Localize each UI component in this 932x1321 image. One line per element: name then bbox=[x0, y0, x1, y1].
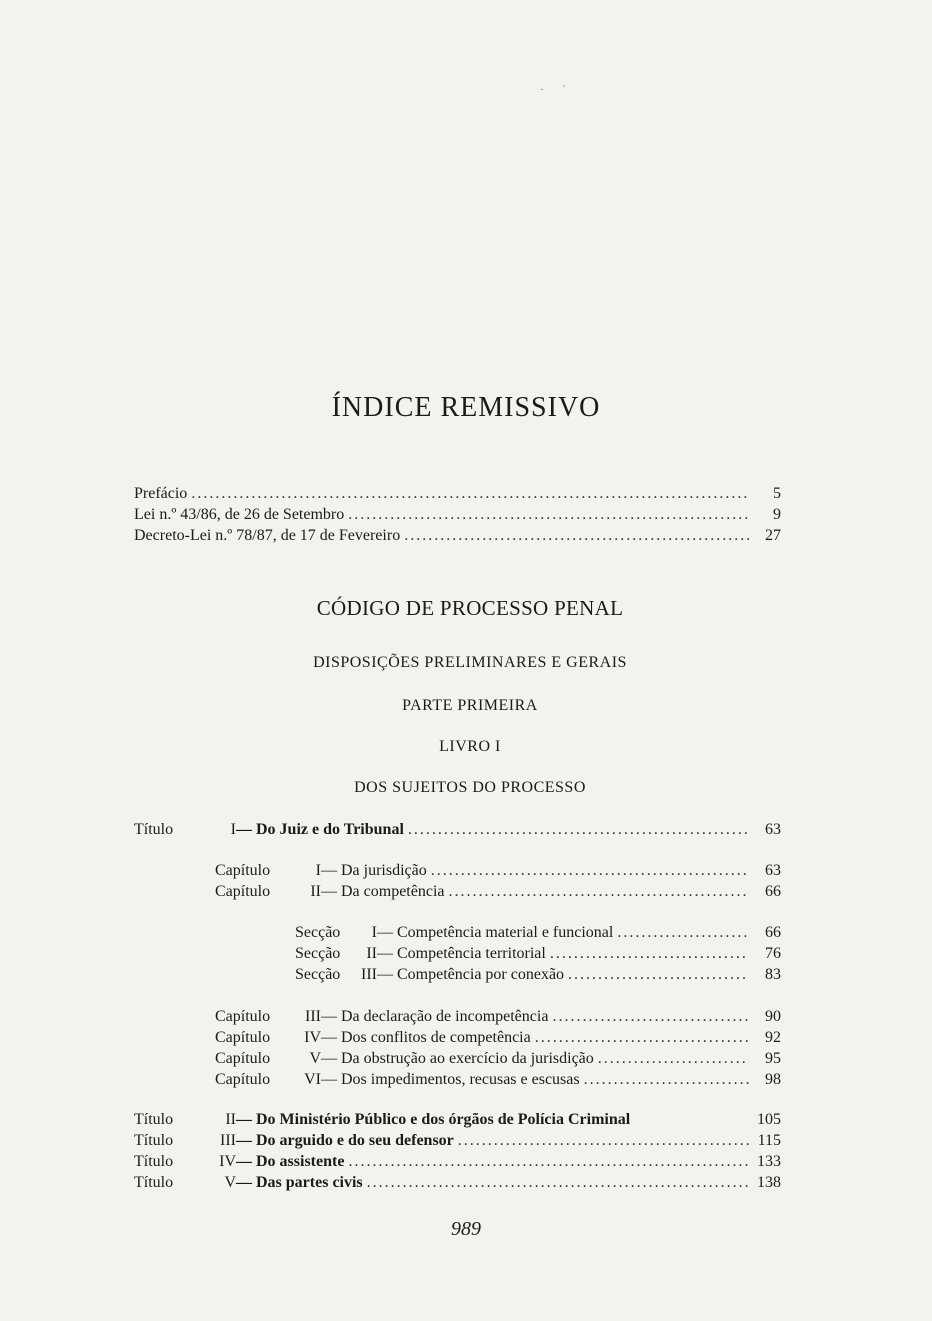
index-entry-seccao bbox=[295, 944, 781, 964]
entry-kind: Título bbox=[134, 1174, 174, 1191]
index-entry-titulo bbox=[134, 1110, 781, 1130]
book-title: DOS SUJEITOS DO PROCESSO bbox=[354, 779, 586, 796]
leader-dots bbox=[598, 1049, 749, 1069]
entry-text: — Das partes civis bbox=[236, 1174, 363, 1191]
index-entry-capitulo bbox=[215, 861, 781, 881]
index-entry-capitulo bbox=[215, 882, 781, 902]
page-number: 989 bbox=[451, 1218, 481, 1240]
leader-dots bbox=[617, 923, 749, 943]
entry-kind: Capítulo bbox=[215, 862, 271, 879]
index-entry-capitulo bbox=[215, 1028, 781, 1048]
entry-text: — Da jurisdição bbox=[321, 862, 427, 879]
entry-number: VI bbox=[304, 1071, 321, 1088]
entry-kind: Título bbox=[134, 1111, 174, 1128]
entry-number: III bbox=[361, 966, 377, 983]
leader-dots bbox=[348, 505, 749, 525]
entry-page: 95 bbox=[765, 1050, 781, 1067]
entry-page: 63 bbox=[765, 821, 781, 838]
entry-page: 115 bbox=[757, 1132, 781, 1149]
entry-number: I bbox=[230, 821, 236, 838]
leader-dots bbox=[367, 1173, 749, 1193]
index-entry-prefacio bbox=[134, 484, 781, 504]
entry-text: Lei n.º 43/86, de 26 de Setembro bbox=[134, 506, 345, 523]
leader-dots bbox=[535, 1028, 749, 1048]
entry-text: — Do assistente bbox=[236, 1153, 345, 1170]
entry-text: — Competência territorial bbox=[377, 945, 546, 962]
page-title: ÍNDICE REMISSIVO bbox=[331, 392, 601, 423]
entry-page: 90 bbox=[765, 1008, 781, 1025]
entry-text: Prefácio bbox=[134, 485, 188, 502]
entry-text: — Dos impedimentos, recusas e escusas bbox=[321, 1071, 580, 1088]
entry-number: IV bbox=[219, 1153, 236, 1170]
entry-number: I bbox=[371, 924, 377, 941]
entry-text: Decreto-Lei n.º 78/87, de 17 de Fevereiro bbox=[134, 527, 401, 544]
leader-dots bbox=[348, 1152, 749, 1172]
entry-text: — Da declaração de incompetência bbox=[321, 1008, 549, 1025]
entry-text: — Competência material e funcional bbox=[377, 924, 614, 941]
entry-number: II bbox=[225, 1111, 236, 1128]
entry-number: IV bbox=[304, 1029, 321, 1046]
index-entry-titulo bbox=[134, 820, 781, 840]
leader-dots bbox=[408, 820, 749, 840]
leader-dots bbox=[550, 944, 749, 964]
entry-kind: Capítulo bbox=[215, 883, 271, 900]
part-heading: PARTE PRIMEIRA bbox=[402, 697, 538, 714]
entry-page: 133 bbox=[757, 1153, 781, 1170]
entry-text: — Da obstrução ao exercício da jurisdição bbox=[321, 1050, 594, 1067]
leader-dots bbox=[404, 526, 749, 546]
entry-kind: Secção bbox=[295, 966, 341, 983]
entry-kind: Capítulo bbox=[215, 1029, 271, 1046]
entry-page: 9 bbox=[773, 506, 781, 523]
index-entry-decreto-lei bbox=[134, 526, 781, 546]
entry-page: 83 bbox=[765, 966, 781, 983]
leader-dots bbox=[568, 965, 749, 985]
book-heading: LIVRO I bbox=[439, 738, 501, 755]
entry-page: 66 bbox=[765, 883, 781, 900]
entry-number: V bbox=[309, 1050, 321, 1067]
code-heading: CÓDIGO DE PROCESSO PENAL bbox=[316, 596, 624, 620]
leader-dots bbox=[584, 1070, 749, 1090]
index-entry-titulo bbox=[134, 1152, 781, 1172]
entry-number: V bbox=[224, 1174, 236, 1191]
entry-text: — Do arguido e do seu defensor bbox=[236, 1132, 454, 1149]
entry-text: — Dos conflitos de competência bbox=[321, 1029, 531, 1046]
entry-kind: Capítulo bbox=[215, 1071, 271, 1088]
index-entry-titulo bbox=[134, 1173, 781, 1193]
entry-page: 138 bbox=[757, 1174, 781, 1191]
entry-text: — Do Juiz e do Tribunal bbox=[236, 821, 404, 838]
section-heading: DISPOSIÇÕES PRELIMINARES E GERAIS bbox=[313, 654, 627, 671]
scan-speck: · ˙ bbox=[540, 82, 566, 96]
entry-number: I bbox=[315, 862, 321, 879]
entry-number: III bbox=[220, 1132, 236, 1149]
entry-page: 76 bbox=[765, 945, 781, 962]
entry-number: II bbox=[310, 883, 321, 900]
index-entry-seccao bbox=[295, 923, 781, 943]
entry-text: — Da competência bbox=[321, 883, 445, 900]
leader-dots bbox=[552, 1007, 749, 1027]
leader-dots bbox=[431, 861, 749, 881]
index-entry-titulo bbox=[134, 1131, 781, 1151]
entry-page: 105 bbox=[757, 1111, 781, 1128]
entry-number: II bbox=[366, 945, 377, 962]
index-entry-capitulo bbox=[215, 1049, 781, 1069]
entry-number: III bbox=[305, 1008, 321, 1025]
entry-page: 5 bbox=[773, 485, 781, 502]
entry-page: 27 bbox=[765, 527, 781, 544]
index-entry-capitulo bbox=[215, 1070, 781, 1090]
index-entry-seccao bbox=[295, 965, 781, 985]
entry-kind: Título bbox=[134, 1153, 174, 1170]
leader-dots bbox=[458, 1131, 749, 1151]
entry-page: 92 bbox=[765, 1029, 781, 1046]
entry-page: 98 bbox=[765, 1071, 781, 1088]
index-entry-lei bbox=[134, 505, 781, 525]
entry-page: 63 bbox=[765, 862, 781, 879]
entry-kind: Título bbox=[134, 821, 174, 838]
entry-text: — Competência por conexão bbox=[377, 966, 565, 983]
leader-dots bbox=[191, 484, 749, 504]
entry-page: 66 bbox=[765, 924, 781, 941]
entry-text: — Do Ministério Público e dos órgãos de Polícia Criminal bbox=[236, 1111, 631, 1128]
entry-kind: Capítulo bbox=[215, 1050, 271, 1067]
entry-kind: Título bbox=[134, 1132, 174, 1149]
index-entry-capitulo bbox=[215, 1007, 781, 1027]
entry-kind: Secção bbox=[295, 924, 341, 941]
entry-kind: Secção bbox=[295, 945, 341, 962]
entry-kind: Capítulo bbox=[215, 1008, 271, 1025]
leader-dots bbox=[449, 882, 750, 902]
